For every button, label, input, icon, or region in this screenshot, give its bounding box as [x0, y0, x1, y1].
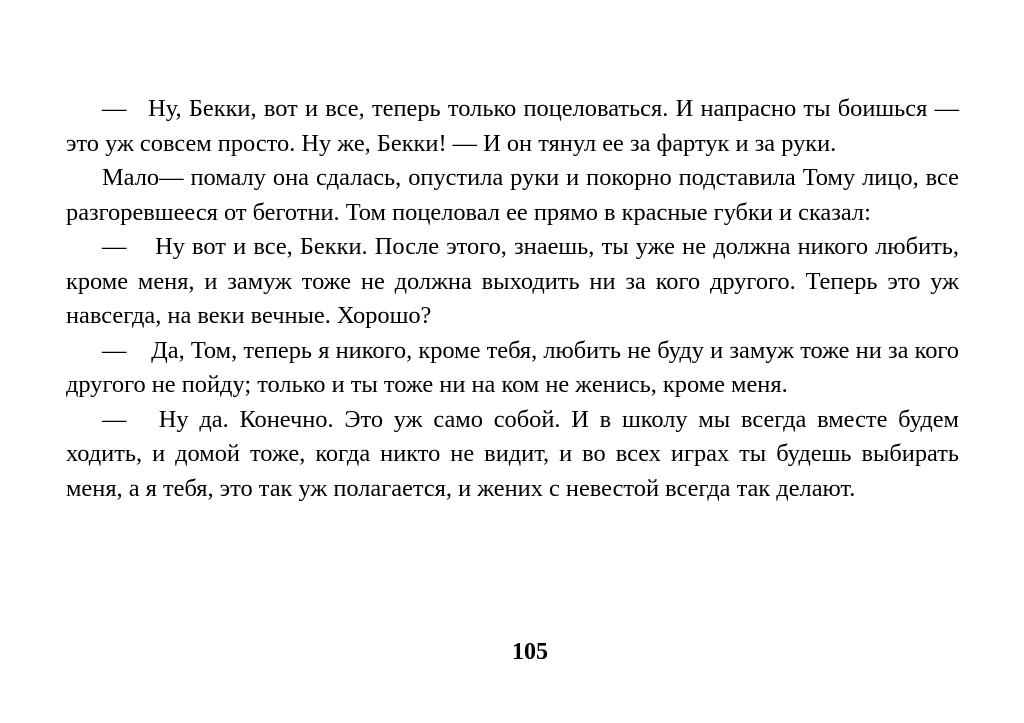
page-text [66, 92, 966, 506]
paragraph-5: — Ну да. Конечно. Это уж само собой. И в школу мы всегда вместе будем ходить, и домой тоже, когда никто не видит, и во всех играх ты будешь выбирать меня, а я тебя, это так уж полагается, и жених с невестой всегда так делают. [66, 405, 966, 502]
page-number: 105 [512, 639, 548, 665]
paragraph-4: — Да, Том, теперь я никого, кроме тебя, любить не буду и замуж тоже ни за кого другого не пойду; только и ты тоже ни на ком не женись, кроме меня. [66, 336, 966, 398]
paragraph-3: — Ну вот и все, Бекки. После этого, знаешь, ты уже не должна никого любить, кроме меня, и замуж тоже не должна выходить ни за кого другого. Теперь это уж навсегда, на веки вечные. Хорошо? [66, 233, 966, 329]
paragraph-2: Мало— помалу она сдалась, опустила руки и покорно подставила Тому лицо, все разгоревшееся от беготни. Том поцеловал ее прямо в красные губки и сказал: [66, 164, 966, 226]
paragraph-1: — Ну, Бекки, вот и все, теперь только поцеловаться. И напрасно ты боишься — это уж совсем просто. Ну же, Бекки! — И он тянул ее за фартук и за руки. [66, 95, 966, 157]
